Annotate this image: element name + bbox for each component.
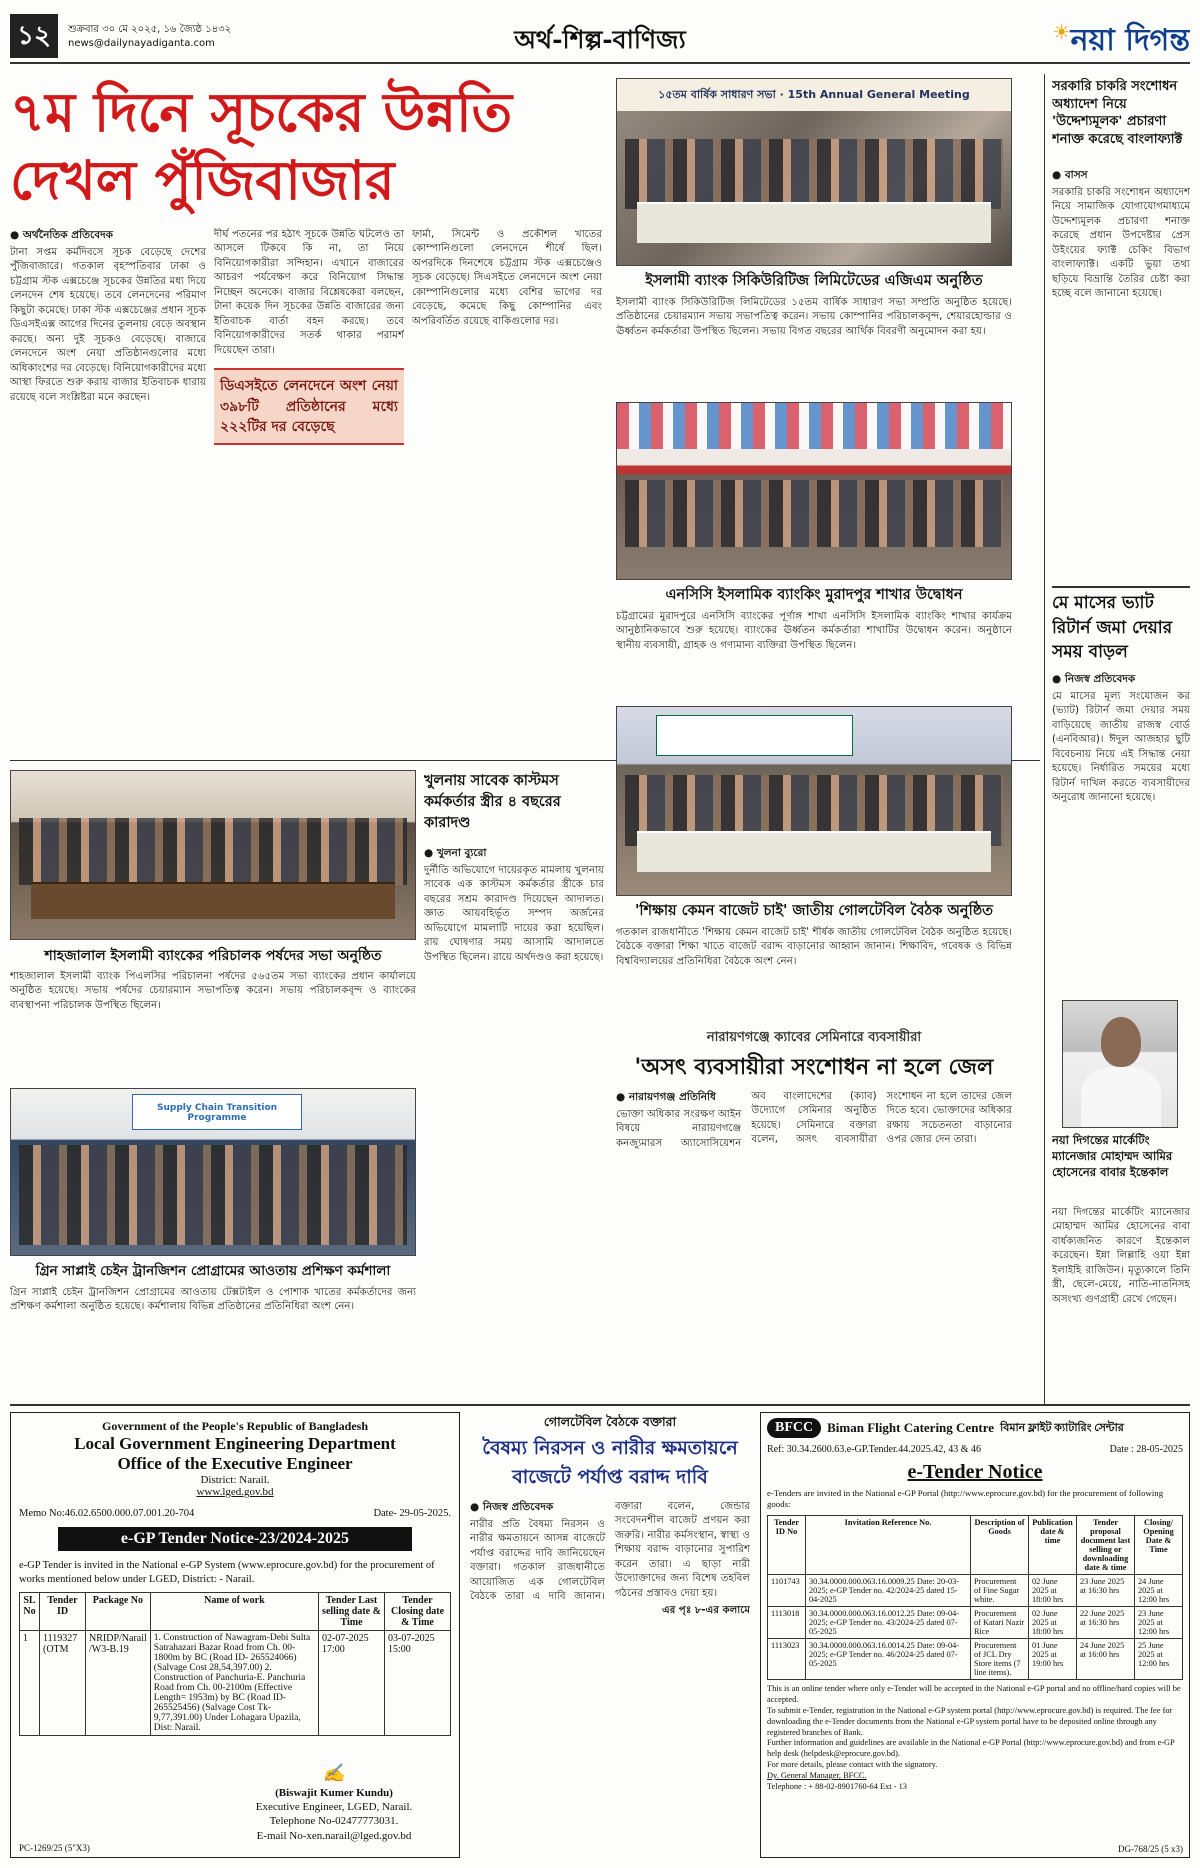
shahjalal-headline: শাহজালাল ইসলামী ব্যাংকের পরিচালক পর্ষদের সভা অনুষ্ঠিত xyxy=(44,948,382,964)
lged-cell: 03-07-2025 15:00 xyxy=(385,1631,451,1736)
right-story2-text: মে মাসের মূল্য সংযোজন কর (ভ্যাট) রিটার্ন জমা দেয়ার সময় বাড়িয়েছে জাতীয় রাজস্ব বোর্ড (এনবিআর)। ঈদুল আজহার ছুটি বিবেচনায় নিয়ে এই সিদ্ধান্ত নেয়া হয়েছে। নির্ধারিত সময়ের মধ্যে রিটার্ন দাখিল করতে ব্যবসায়ীদের অনুরোধ জানানো হয়েছে। xyxy=(1052,690,1190,804)
bfcc-phone: Telephone : + 88-02-8901760-64 Ext - 13 xyxy=(767,1782,907,1792)
bfcc-cell: Procurement of Katari Nazir Rice xyxy=(971,1606,1029,1638)
lged-cell: 1 xyxy=(20,1631,40,1736)
lged-memo-row xyxy=(19,1508,451,1519)
agm-headline: ইসলামী ব্যাংক সিকিউরিটিজ লিমিটেডের এজিএম অনুষ্ঠিত xyxy=(645,272,983,289)
table-row xyxy=(768,1638,1183,1679)
main-story-col1-text: টানা সপ্তম কর্মদিবসে সূচক বেড়েছে দেশের পুঁজিবাজারে। গতকাল বৃহস্পতিবার ঢাকা ও চট্টগ্রাম স্টক এক্সচেঞ্জে সূচকের উন্নতির মধ্য দিয়ে লেনদেন শেষ হয়েছে। তবে লেনদেনের পরিমাণ কিছুটা কমেছে। ঢাকা স্টক এক্সচেঞ্জের প্রধান সূচক ডিএসইএক্স আগের দিনের তুলনায় বেড়ে অবস্থান করছে। অন্য দুই সূচকও বেড়েছে। বাজারে লেনদেনে অংশ নেয়া প্রতিষ্ঠানগুলোর মধ্যে অধিকাংশের দর বেড়েছে। বিনিয়োগকারীদের মধ্যে আস্থা ফিরতে শুরু করায় বাজার ইতিবাচক ধারায় রয়েছে বলে সংশ্লিষ্টরা মনে করছেন। xyxy=(10,246,206,403)
bfcc-cell: 1113023 xyxy=(768,1638,806,1679)
bfcc-cell: 30.34.0000.000.063.16.0009.25 Date: 20-03-2025; e-GP Tender no. 42/2024-25 dated 15-04-2025 xyxy=(806,1574,971,1606)
bfcc-header-row xyxy=(767,1418,1183,1438)
lged-email[interactable]: E-mail No-xen.narail@lged.gov.bd xyxy=(256,1829,412,1842)
right-story3-headline: নয়া দিগন্তের মার্কেটিং ম্যানেজার মোহাম্মদ আমির হোসেনের বাবার ইন্তেকাল xyxy=(1052,1133,1173,1180)
lged-col-sl: SL No xyxy=(20,1593,40,1631)
website-email[interactable]: news@dailynayadiganta.com xyxy=(68,38,215,49)
table-row xyxy=(768,1606,1183,1638)
date-line: শুক্রবার ৩০ মে ২০২৫, ১৬ জ্যৈষ্ঠ ১৪৩২ xyxy=(68,24,232,35)
roundtable-continued: এর পৃঃ ৮-এর কলামে xyxy=(662,1605,750,1617)
bfcc-col-id: Tender ID No xyxy=(768,1515,806,1574)
bfcc-ad-code: DG-768/25 (5 x3) xyxy=(1118,1844,1183,1854)
section-title: অর্থ-শিল্প-বাণিজ্য xyxy=(514,25,686,54)
bfcc-cell: Procurement of JCL Dry Store items (7 line items). xyxy=(971,1638,1029,1679)
lged-date: Date- 29-05-2025. xyxy=(373,1508,451,1519)
lged-col-tender-id: Tender ID xyxy=(40,1593,86,1631)
khulna-body xyxy=(424,846,604,1346)
logo-sun-icon: ☀ xyxy=(1052,20,1071,44)
page-number: ১২ xyxy=(10,14,58,58)
education-photo xyxy=(616,706,1012,896)
shahjalal-photo xyxy=(10,770,416,940)
lged-tender-ad xyxy=(10,1412,460,1858)
shahjalal-photo-people xyxy=(19,818,407,885)
bfcc-cell: 02 June 2025 at 18:00 hrs xyxy=(1029,1574,1077,1606)
obituary-photo xyxy=(1062,1000,1178,1128)
ads-divider xyxy=(10,1404,1190,1406)
green-supply-banner: Supply Chain Transition Programme xyxy=(132,1094,302,1131)
narayanganj-body xyxy=(616,1090,1012,1400)
bfcc-logo: BFCC xyxy=(767,1418,821,1438)
lged-table-header xyxy=(20,1593,451,1631)
bfcc-title: e-Tender Notice xyxy=(907,1461,1043,1483)
ncc-headline: এনসিসি ইসলামিক ব্যাংকিং মুরাদপুর শাখার উদ্বোধন xyxy=(665,586,963,603)
bfcc-cell: 1113018 xyxy=(768,1606,806,1638)
lged-memo: Memo No:46.02.6500.000.07.001.20-704 xyxy=(19,1508,195,1519)
lged-cell: 1119327 (OTM xyxy=(40,1631,86,1736)
roundtable-kicker: গোলটেবিল বৈঠকে বক্তারা xyxy=(543,1414,677,1429)
bfcc-cell: 25 June 2025 at 12:00 hrs xyxy=(1135,1638,1183,1679)
lged-district: District: Narail. xyxy=(200,1474,270,1486)
bfcc-cell: 01 June 2025 at 19:00 hrs xyxy=(1029,1638,1077,1679)
bfcc-col-closing: Closing/ Opening Date & Time xyxy=(1135,1515,1183,1574)
bfcc-col-pub: Publication date & time xyxy=(1029,1515,1077,1574)
lged-gov-line: Government of the People's Republic of Bangladesh xyxy=(102,1419,368,1433)
main-story-col3-text: ফার্মা, সিমেন্ট ও প্রকৌশল খাতের কোম্পানিগুলো লেনদেনে শীর্ষে ছিল। অপরদিকে দিনশেষে চট্টগ্রাম স্টক এক্সচেঞ্জেও সূচক বেড়েছে। সিএসইতে লেনদেনে অংশ নেয়া কোম্পানিগুলোর মধ্যে বেশির ভাগের দর বেড়েছে, কমেছে কিছু কোম্পানির এবং অপরিবর্তিত রয়েছে বাকিগুলোর দর। xyxy=(412,229,602,327)
table-row xyxy=(768,1574,1183,1606)
bfcc-notes xyxy=(767,1684,1183,1793)
agm-photo-table xyxy=(637,202,992,243)
right-col-divider xyxy=(1044,74,1045,1404)
page-header xyxy=(10,14,1190,62)
bfcc-col-ref: Invitation Reference No. xyxy=(806,1515,971,1574)
main-story-col3 xyxy=(412,228,602,773)
lged-signer-title: Executive Engineer, LGED, Narail. xyxy=(255,1801,413,1814)
agm-photo-banner: ১৫তম বার্ষিক সাধারণ সভা · 15th Annual General Meeting xyxy=(617,79,1011,111)
lged-cell: 1. Construction of Nawagram-Debi Sulta Satrahazari Bazar Road from Ch. 00-1800m by BC (Road ID- 265524066) (Salvage Cost 28,54,397.00) 2. Construction of Panchuria-E. Panchuria Road from Ch. 00-2100m (Effective Length= 1953m) by BC (Road ID- 265525456) (Salvage Cost Tk- 9,77,391.00) Under Lohagara Upazila, Dist: Narail. xyxy=(150,1631,318,1736)
green-supply-headline: গ্রিন সাপ্লাই চেইন ট্রানজিশন প্রোগ্রামের আওতায় প্রশিক্ষণ কর্মশালা xyxy=(35,1263,391,1279)
bfcc-signer: Dy. General Manager, BFCC. xyxy=(767,1771,867,1781)
lged-title: e-GP Tender Notice-23/2024-2025 xyxy=(58,1527,412,1551)
narayanganj-headline: 'অসৎ ব্যবসায়ীরা সংশোধন না হলে জেল xyxy=(634,1054,994,1080)
education-photo-table xyxy=(637,831,992,872)
bfcc-note4: For more details, please contact with the signatory. xyxy=(767,1760,938,1770)
agm-photo-people xyxy=(625,139,1003,210)
bfcc-ref-row xyxy=(767,1444,1183,1455)
main-story-col2 xyxy=(214,228,404,773)
roundtable-headline: বৈষম্য নিরসন ও নারীর ক্ষমতায়নে বাজেটে পর্যাপ্ত বরাদ্দ দাবি xyxy=(482,1437,738,1488)
table-row xyxy=(20,1631,451,1736)
header-rule xyxy=(10,62,1190,64)
bfcc-cell: 30.34.0000.000.063.16.0014.25 Date: 09-04-2025; e-GP Tender no. 46/2024-25 dated 07-05-2025 xyxy=(806,1638,971,1679)
education-headline: 'শিক্ষায় কেমন বাজেট চাই' জাতীয় গোলটেবিল বৈঠক অনুষ্ঠিত xyxy=(634,902,994,919)
right-story3-body: নয়া দিগন্তের মার্কেটিং ম্যানেজার মোহাম্মদ আমির হোসেনের বাবা বার্ধক্যজনিত কারণে ইন্তেকাল করেছেন। ইন্না লিল্লাহি ওয়া ইন্না ইলাইহি রাজিউন। মৃত্যুকালে তিনি স্ত্রী, ছেলে-মেয়ে, নাতি-নাতনিসহ অসংখ্য গুণগ্রাহী রেখে গেছেন। xyxy=(1052,1207,1190,1305)
narayanganj-byline: ● নারায়ণগঞ্জ প্রতিনিধি xyxy=(616,1091,716,1103)
bfcc-note2: To submit e-Tender, registration in the National e-GP system portal (http://www.eprocure.gov.bd) is required. The fee for downloading the e-Tender documents from the National e-GP system portal have to be deposited online through any registered branches of Bank. xyxy=(767,1705,1173,1737)
agm-photo xyxy=(616,78,1012,266)
bfcc-date: Date : 28-05-2025 xyxy=(1109,1444,1183,1455)
lged-signer: (Biswajit Kumer Kundu) xyxy=(275,1786,393,1799)
bfcc-name-bn: বিমান ফ্লাইট ক্যাটারিং সেন্টার xyxy=(1000,1421,1124,1434)
ncc-photo-people xyxy=(625,480,1003,547)
lged-cell: NRIDP/Narail /W3-B.19 xyxy=(86,1631,151,1736)
bfcc-cell: Procurement of Fine Sugar white. xyxy=(971,1574,1029,1606)
bfcc-cell: 02 June 2025 at 18:00 hrs xyxy=(1029,1606,1077,1638)
bfcc-name: Biman Flight Catering Centre xyxy=(827,1420,995,1435)
right-story2-body xyxy=(1052,672,1190,992)
education-photo-backdrop xyxy=(656,715,853,756)
roundtable-byline: ● নিজস্ব প্রতিবেদক xyxy=(470,1501,554,1513)
lged-signature-mark: ✍ xyxy=(322,1763,346,1784)
bfcc-cell: 30.34.0000.000.063.16.0012.25 Date: 09-04-2025; e-GP Tender no. 43/2024-25 dated 07-05-2025 xyxy=(806,1606,971,1638)
lged-intro: e-GP Tender is invited in the National e-GP System (www.eprocure.gov.bd) for the procurement of works mentioned below under LGED, District: - Narail. xyxy=(19,1560,435,1585)
green-supply-body: গ্রিন সাপ্লাই চেইন ট্রানজিশন প্রোগ্রামের আওতায় টেক্সটাইল ও পোশাক খাতের কর্মকর্তাদের জন্য প্রশিক্ষণ কর্মশালা অনুষ্ঠিত হয়েছে। কর্মশালায় বিভিন্ন প্রতিষ্ঠানের প্রতিনিধিরা অংশ নেন। xyxy=(10,1287,416,1313)
green-supply-people xyxy=(19,1145,407,1245)
ncc-body: চট্টগ্রামের মুরাদপুরে এনসিসি ব্যাংকের পূর্ণাঙ্গ শাখা এনসিসি ইসলামিক ব্যাংকিং শাখার কার্যক্রম আনুষ্ঠানিকভাবে শুরু হয়েছে। ব্যাংকের ঊর্ধ্বতন কর্মকর্তারা শাখাটির উদ্বোধন করেন। অনুষ্ঠানে স্থানীয় ব্যবসায়ী, গ্রাহক ও গণ্যমান্য ব্যক্তিরা উপস্থিত ছিলেন। xyxy=(616,611,1012,651)
bfcc-cell: 23 June 2025 at 16:30 hrs xyxy=(1077,1574,1135,1606)
bfcc-cell: 22 June 2025 at 16:30 hrs xyxy=(1077,1606,1135,1638)
bfcc-intro: e-Tenders are invited in the National e-GP Portal (http://www.eprocure.gov.bd) for the procurement of following goods: xyxy=(767,1488,1164,1510)
shahjalal-body: শাহজালাল ইসলামী ব্যাংক পিএলসির পরিচালনা পর্ষদের ৫৬৫তম সভা ব্যাংকের প্রধান কার্যালয়ে অনুষ্ঠিত হয়েছে। সভায় পর্ষদের চেয়ারম্যান সভাপতিত্ব করেন। সভায় পরিচালকবৃন্দ ও ব্যাংকের ব্যবস্থাপনা পরিচালক উপস্থিত ছিলেন। xyxy=(10,971,416,1011)
lged-signature-block xyxy=(219,1762,449,1843)
khulna-text: দুর্নীতি অভিযোগে দায়েরকৃত মামলায় খুলনায় সাবেক এক কাস্টমস কর্মকর্তার স্ত্রীকে চার বছরের সশ্রম কারাদণ্ড দিয়েছেন আদালত। জ্ঞাত আয়বহির্ভূত সম্পদ অর্জনের অভিযোগে মামলাটি দায়ের করা হয়েছিল। রায় ঘোষণার সময় আসামি আদালতে উপস্থিত ছিলেন। রায়ে অর্থদণ্ডও করা হয়েছে। xyxy=(424,864,604,963)
lged-cell: 02-07-2025 17:00 xyxy=(319,1631,385,1736)
narayanganj-text: ভোক্তা অধিকার সংরক্ষণ আইন বিষয়ে নারায়ণগঞ্জে কনজ্যুমারস অ্যাসোসিয়েশন অব বাংলাদেশের (ক্যাব) উদ্যোগে সেমিনার অনুষ্ঠিত হয়েছে। সেমিনারে বক্তারা বলেন, অসৎ ব্যবসায়ীরা সংশোধন না হলে তাদের জেল দিতে হবে। ভোক্তাদের অধিকার রক্ষায় সচেতনতা বাড়ানোর ওপর জোর দেন তারা। xyxy=(616,1091,1012,1149)
obituary-photo-body xyxy=(1081,1067,1161,1128)
bfcc-tender-ad xyxy=(760,1412,1190,1858)
main-headline-line1: ৭ম দিনে সূচকের উন্নতি xyxy=(10,80,513,144)
lged-ad-code: PC-1269/25 (5"X3) xyxy=(19,1843,90,1853)
lged-tender-table xyxy=(19,1592,451,1736)
lged-col-work: Name of work xyxy=(150,1593,318,1631)
shahjalal-photo-table xyxy=(31,882,395,919)
main-headline-line2: দেখল পুঁজিবাজার xyxy=(10,148,395,212)
logo: ☀নয়া দিগন্ত xyxy=(1052,20,1190,56)
lged-office: Office of the Executive Engineer xyxy=(117,1454,353,1473)
right-story2-headline: মে মাসের ভ্যাট রিটার্ন জমা দেয়ার সময় বাড়ল xyxy=(1052,586,1190,668)
bfcc-col-goods: Description of Goods xyxy=(971,1515,1029,1574)
lged-col-selling: Tender Last selling date & Time xyxy=(319,1593,385,1631)
agm-body: ইসলামী ব্যাংক সিকিউরিটিজ লিমিটেডের ১৫তম বার্ষিক সাধারণ সভা সম্প্রতি অনুষ্ঠিত হয়েছে। প্রতিষ্ঠানের চেয়ারম্যান সভায় সভাপতিত্ব করেন। সভায় কোম্পানির পরিচালকবৃন্দ, শেয়ারহোল্ডার ও ঊর্ধ্বতন কর্মকর্তারা উপস্থিত ছিলেন। সভায় বিগত বছরের আর্থিক বিবরণী অনুমোদন করা হয়। xyxy=(616,297,1012,337)
bfcc-cell: 1101743 xyxy=(768,1574,806,1606)
bfcc-cell: 24 June 2025 at 12:00 hrs xyxy=(1135,1574,1183,1606)
main-headline xyxy=(10,78,610,218)
main-story-col2-text: দীর্ঘ পতনের পর হঠাৎ সূচকে উন্নতি ঘটলেও তা আসলে টিকবে কি না, তা নিয়ে বিনিয়োগকারীরা সন্দিহান। এখানে বাজারের আচরণ পর্যবেক্ষণ করে বিনিয়োগ সিদ্ধান্ত নিচ্ছেন অনেকে। বাজার বিশ্লেষকেরা বলছেন, টানা কয়েক দিন সূচকের উন্নতি বাজারের জন্য ইতিবাচক বার্তা বহন করছে। তবে বিনিয়োগকারীদের সতর্ক থাকার পরামর্শ দিয়েছেন তারা। xyxy=(214,229,404,356)
bfcc-ref: Ref: 30.34.2600.63.e-GP.Tender.44.2025.42, 43 & 46 xyxy=(767,1444,982,1455)
obituary-photo-face xyxy=(1101,1017,1141,1067)
lged-col-package: Package No xyxy=(86,1593,151,1631)
bfcc-note1: This is an online tender where only e-Tender will be accepted in the National e-GP portal and no offline/hard copies will be accepted. xyxy=(767,1683,1181,1704)
right-story2-byline: ● নিজস্ব প্রতিবেদক xyxy=(1052,673,1136,685)
main-story-col1 xyxy=(10,228,206,773)
roundtable-text: নারীর প্রতি বৈষম্য নিরসন ও নারীর ক্ষমতায়নে আসন্ন বাজেটে পর্যাপ্ত বরাদ্দের দাবি জানিয়েছেন বক্তারা। গতকাল রাজধানীতে আয়োজিত এক গোলটেবিল বৈঠকে তারা এ দাবি জানান। বক্তারা বলেন, জেন্ডার সংবেদনশীল বাজেট প্রণয়ন করা জরুরি। নারীর কর্মসংস্থান, স্বাস্থ্য ও শিক্ষায় বরাদ্দ বাড়ানোর সুপারিশ করেন তারা। এ ছাড়া নারী উদ্যোক্তাদের জন্য বিশেষ তহবিল গঠনের প্রস্তাবও দেয়া হয়। xyxy=(470,1501,750,1603)
lged-col-closing: Tender Closing date & Time xyxy=(385,1593,451,1631)
right-story1-body xyxy=(1052,168,1190,578)
bfcc-note3: Further information and guidelines are available in the National e-GP Portal (http://www.eprocure.gov.bd) and from e-GP help desk (helpdesk@eprocure.gov.bd). xyxy=(767,1738,1175,1759)
right-story1-byline: ● বাসস xyxy=(1052,169,1088,181)
khulna-headline: খুলনায় সাবেক কাস্টমস কর্মকর্তার স্ত্রীর ৪ বছরের কারাদণ্ড xyxy=(424,772,561,832)
lged-phone: Telephone No-02477773031. xyxy=(269,1815,399,1828)
bfcc-tender-table xyxy=(767,1515,1183,1680)
main-story-byline: ● অর্থনৈতিক প্রতিবেদক xyxy=(10,229,113,241)
education-body: গতকাল রাজধানীতে 'শিক্ষায় কেমন বাজেট চাই' শীর্ষক জাতীয় গোলটেবিল বৈঠক অনুষ্ঠিত হয়েছে। বৈঠকে বক্তারা শিক্ষা খাতে বাজেট বরাদ্দ বাড়ানোর আহ্বান জানান। শিক্ষাবিদ, গবেষক ও বিভিন্ন বিশ্ববিদ্যালয়ের প্রতিনিধিরা বৈঠকে অংশ নেন। xyxy=(616,927,1012,967)
pull-quote: ডিএসইতে লেনদেনে অংশ নেয়া ৩৯৮টি প্রতিষ্ঠানের মধ্যে ২২২টির দর বেড়েছে xyxy=(214,368,404,445)
right-story1-text: সরকারি চাকরি সংশোধন অধ্যাদেশ নিয়ে সামাজিক যোগাযোগমাধ্যমে উদ্দেশ্যমূলক প্রচারণা শনাক্ত করেছে প্রধান উপদেষ্টার প্রেস উইংয়ের ফ্যাক্ট চেকিং বিভাগ বাংলাফ্যাক্ট। একটি ভুয়া তথ্য ছড়িয়ে বিভ্রান্তি তৈরির চেষ্টা করা হচ্ছে বলে জানানো হয়েছে। xyxy=(1052,186,1190,300)
roundtable-body xyxy=(470,1500,750,1850)
green-supply-photo xyxy=(10,1088,416,1256)
lged-dept: Local Government Engineering Department xyxy=(74,1434,396,1453)
right-story1-headline: সরকারি চাকরি সংশোধন অধ্যাদেশ নিয়ে 'উদ্দেশ্যমূলক' প্রচারণা শনাক্ত করেছে বাংলাফ্যাক্ট xyxy=(1052,79,1183,147)
bfcc-cell: 23 June 2025 at 12:00 hrs xyxy=(1135,1606,1183,1638)
bfcc-cell: 24 June 2025 at 16:00 hrs xyxy=(1077,1638,1135,1679)
lged-site-link[interactable]: www.lged.gov.bd xyxy=(196,1486,274,1498)
khulna-byline: ● খুলনা ব্যুরো xyxy=(424,847,487,859)
narayanganj-kicker: নারায়ণগঞ্জে ক্যাবের সেমিনারে ব্যবসায়ীরা xyxy=(706,1030,922,1045)
ncc-photo-balloons xyxy=(617,403,1011,449)
ncc-photo xyxy=(616,402,1012,580)
bfcc-table-header xyxy=(768,1515,1183,1574)
bfcc-col-selling: Tender proposal document last selling or downloading date & time xyxy=(1077,1515,1135,1574)
